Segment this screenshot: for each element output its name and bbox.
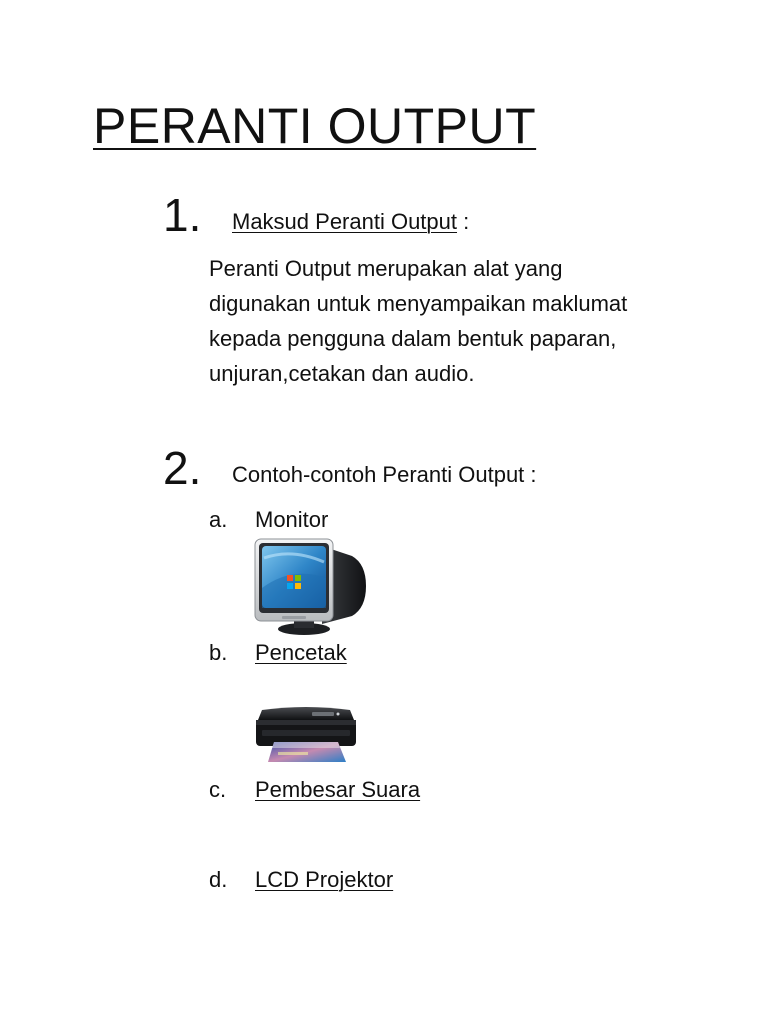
section-1-heading-text: Maksud Peranti Output xyxy=(232,209,458,234)
item-label-pencetak: Pencetak xyxy=(255,640,347,665)
item-letter: c. xyxy=(209,777,227,802)
page-title: PERANTI OUTPUT xyxy=(93,98,537,154)
list-item-pembesar-suara xyxy=(0,775,768,805)
section-1-heading-colon: : xyxy=(457,209,470,234)
item-letter: d. xyxy=(209,867,228,892)
section-1-number: 1. xyxy=(163,189,202,241)
item-label-pembesar-suara: Pembesar Suara xyxy=(255,777,421,802)
section-1-body: Peranti Output merupakan alat yang digunakan untuk menyampaikan maklumat kepada pengguna dalam bentuk paparan, unjuran,cetakan dan audio. xyxy=(209,256,628,386)
list-item-monitor xyxy=(0,505,768,535)
item-label-lcd-projektor: LCD Projektor xyxy=(255,867,394,892)
item-letter: b. xyxy=(209,640,228,665)
section-2-number: 2. xyxy=(163,442,202,494)
section-1-heading xyxy=(232,207,469,237)
item-letter: a. xyxy=(209,507,228,532)
printer-icon xyxy=(254,704,358,766)
list-item-lcd-projektor xyxy=(0,865,768,895)
crt-monitor-icon xyxy=(252,536,370,638)
item-label-monitor: Monitor xyxy=(255,507,329,532)
list-item-pencetak xyxy=(0,638,768,668)
section-2-heading: Contoh-contoh Peranti Output : xyxy=(232,462,537,487)
